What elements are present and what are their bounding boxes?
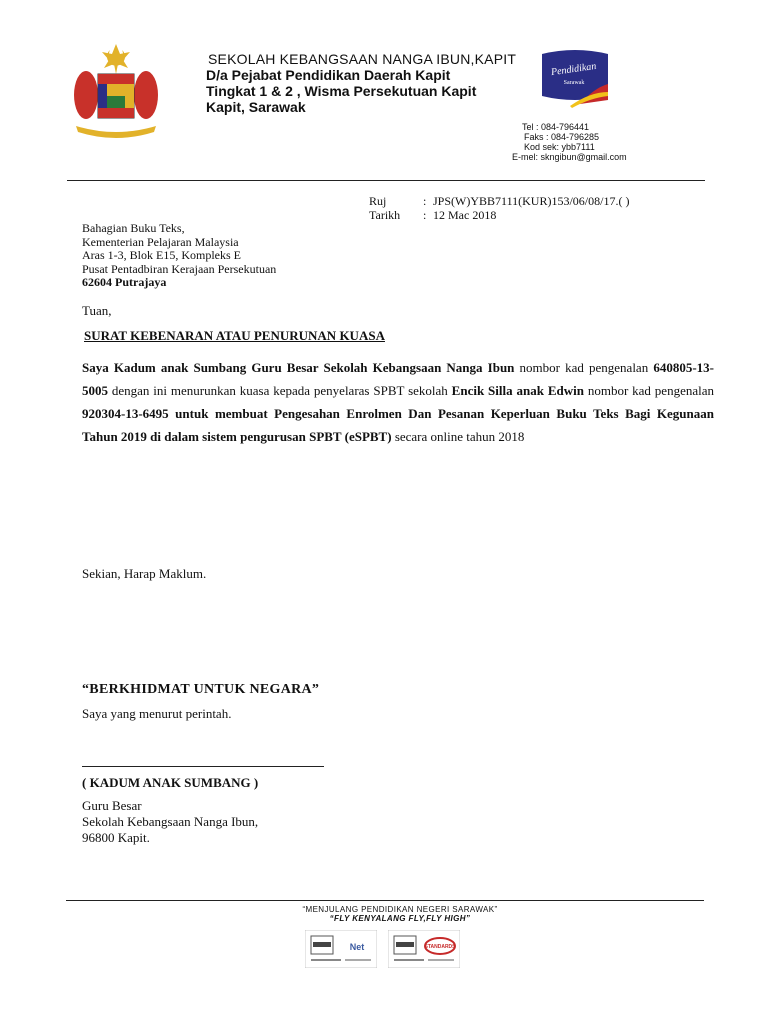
tarikh-value: 12 Mac 2018 (433, 208, 497, 222)
closing-phrase: Saya yang menurut perintah. (82, 706, 232, 721)
ruj-label: Ruj (369, 194, 387, 208)
cert-text: Net (349, 942, 365, 952)
tel: Tel : 084-796441 (522, 122, 590, 132)
header-divider (67, 180, 705, 181)
address-line: Tingkat 1 & 2 , Wisma Persekutuan Kapit (206, 83, 477, 99)
letter-body (82, 356, 714, 448)
ruj-value: JPS(W)YBB7111(KUR)153/06/08/17.( ) (433, 194, 630, 208)
logo-text: Pendidikan (550, 60, 597, 79)
title-line: Sekolah Kebangsaan Nanga Ibun, (82, 814, 259, 829)
faks: Faks : 084-796285 (524, 132, 600, 142)
body-text: secara online tahun 2018 (391, 429, 525, 444)
certification-logos (305, 930, 377, 968)
address-line: Kapit, Sarawak (206, 99, 306, 115)
salutation: Tuan, (82, 303, 112, 318)
body-text: nombor kad pengenalan (583, 383, 714, 398)
address-line: D/a Pejabat Pendidikan Daerah Kapit (206, 67, 451, 83)
address-line: Pusat Pentadbiran Kerajaan Persekutuan (82, 261, 277, 276)
coordinator-name: Encik Silla anak Edwin (451, 383, 584, 398)
signature-line (82, 766, 324, 767)
title-line: Guru Besar (82, 798, 142, 813)
kod-sekolah: Kod sek: ybb7111 (524, 142, 595, 152)
ic-number: 640805-13-5005 (82, 360, 714, 398)
cert-text: STANDARDS (424, 944, 456, 950)
letterhead (206, 51, 516, 115)
signatory-title (82, 798, 258, 846)
body-text: Saya Kadum anak Sumbang Guru Besar Sekolah Kebangsaan Nanga Ibun (82, 360, 515, 375)
tarikh-label: Tarikh (369, 208, 401, 222)
body-text: dengan ini menurunkan kuasa kepada penyelaras SPBT sekolah (108, 383, 452, 398)
separator: : (423, 208, 427, 222)
address-postcode: 62604 Putrajaya (82, 275, 167, 290)
signatory-name: ( KADUM ANAK SUMBANG ) (82, 775, 259, 790)
title-line: 96800 Kapit. (82, 830, 150, 845)
recipient-address (82, 222, 276, 290)
address-line: Bahagian Buku Teks, (82, 221, 185, 235)
address-line: Kementerian Pelajaran Malaysia (82, 234, 239, 249)
motto: “BERKHIDMAT UNTUK NEGARA” (82, 682, 320, 697)
email: E-mel: skngibun@gmail.com (512, 152, 627, 162)
logo-subtext: Sarawak (563, 80, 585, 86)
reference-block (369, 194, 629, 222)
footer-slogan: “MENJULANG PENDIDIKAN NEGERI SARAWAK” (302, 905, 498, 914)
address-line: Aras 1-3, Blok E15, Kompleks E (82, 248, 241, 263)
footer-tagline: “FLY KENYALANG FLY,FLY HIGH” (329, 914, 471, 923)
body-text: nombor kad pengenalan (514, 360, 654, 375)
closing-remark: Sekian, Harap Maklum. (82, 566, 207, 581)
contact-info (512, 122, 627, 162)
footer-divider (66, 900, 704, 901)
letter-subject: SURAT KEBENARAN ATAU PENURUNAN KUASA (84, 328, 385, 343)
pendidikan-sarawak-logo (540, 48, 610, 112)
certification-logos (388, 930, 460, 968)
school-name: SEKOLAH KEBANGSAAN NANGA IBUN,KAPIT (208, 51, 517, 67)
separator: : (423, 194, 427, 208)
body-text: 920304-13-6495 untuk membuat Pengesahan Enrolmen Dan Pesanan Keperluan Buku Teks Bagi Kegunaan Tahun 2019 di dalam sistem pengurusan SPBT (eSPBT) (82, 406, 714, 444)
malaysia-coat-of-arms-logo (66, 40, 166, 140)
